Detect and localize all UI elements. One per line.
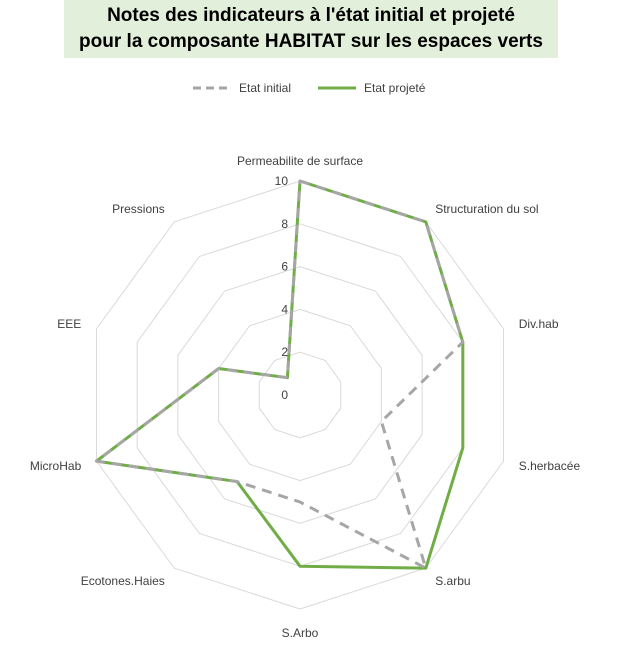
grid-ring-2 [259, 352, 340, 438]
grid-ring-6 [178, 267, 422, 524]
tick-label-4: 4 [281, 302, 288, 317]
axis-label-9: Pressions [112, 201, 165, 216]
chart-title-line-1: Notes des indicateurs à l'état initial et projeté [107, 5, 515, 26]
tick-label-2: 2 [281, 345, 288, 360]
tick-label-8: 8 [281, 216, 288, 231]
axis-label-4: S.arbu [435, 574, 471, 589]
tick-label-0: 0 [281, 388, 288, 402]
axis-label-7: MicroHab [29, 459, 82, 474]
axis-label-8: EEE [57, 316, 82, 331]
chart-title-line-2: pour la composante HABITAT sur les espaces verts [79, 31, 543, 52]
axis-label-6: Ecotones.Haies [80, 574, 165, 589]
tick-label-10: 10 [274, 174, 288, 188]
axis-label-5: S.Arbo [281, 626, 319, 640]
legend-label-initial: Etat initial [239, 81, 292, 95]
axis-label-1: Structuration du sol [435, 201, 539, 216]
axis-label-2: Div.hab [518, 316, 559, 331]
grid-ring-10 [96, 181, 503, 609]
legend-label-projected: Etat projeté [364, 81, 426, 95]
tick-label-6: 6 [281, 259, 288, 274]
series-initial [96, 181, 462, 568]
grid-ring-4 [219, 309, 382, 480]
axis-label-0: Permeabilite de surface [236, 154, 364, 168]
axis-label-3: S.herbacée [518, 459, 581, 474]
